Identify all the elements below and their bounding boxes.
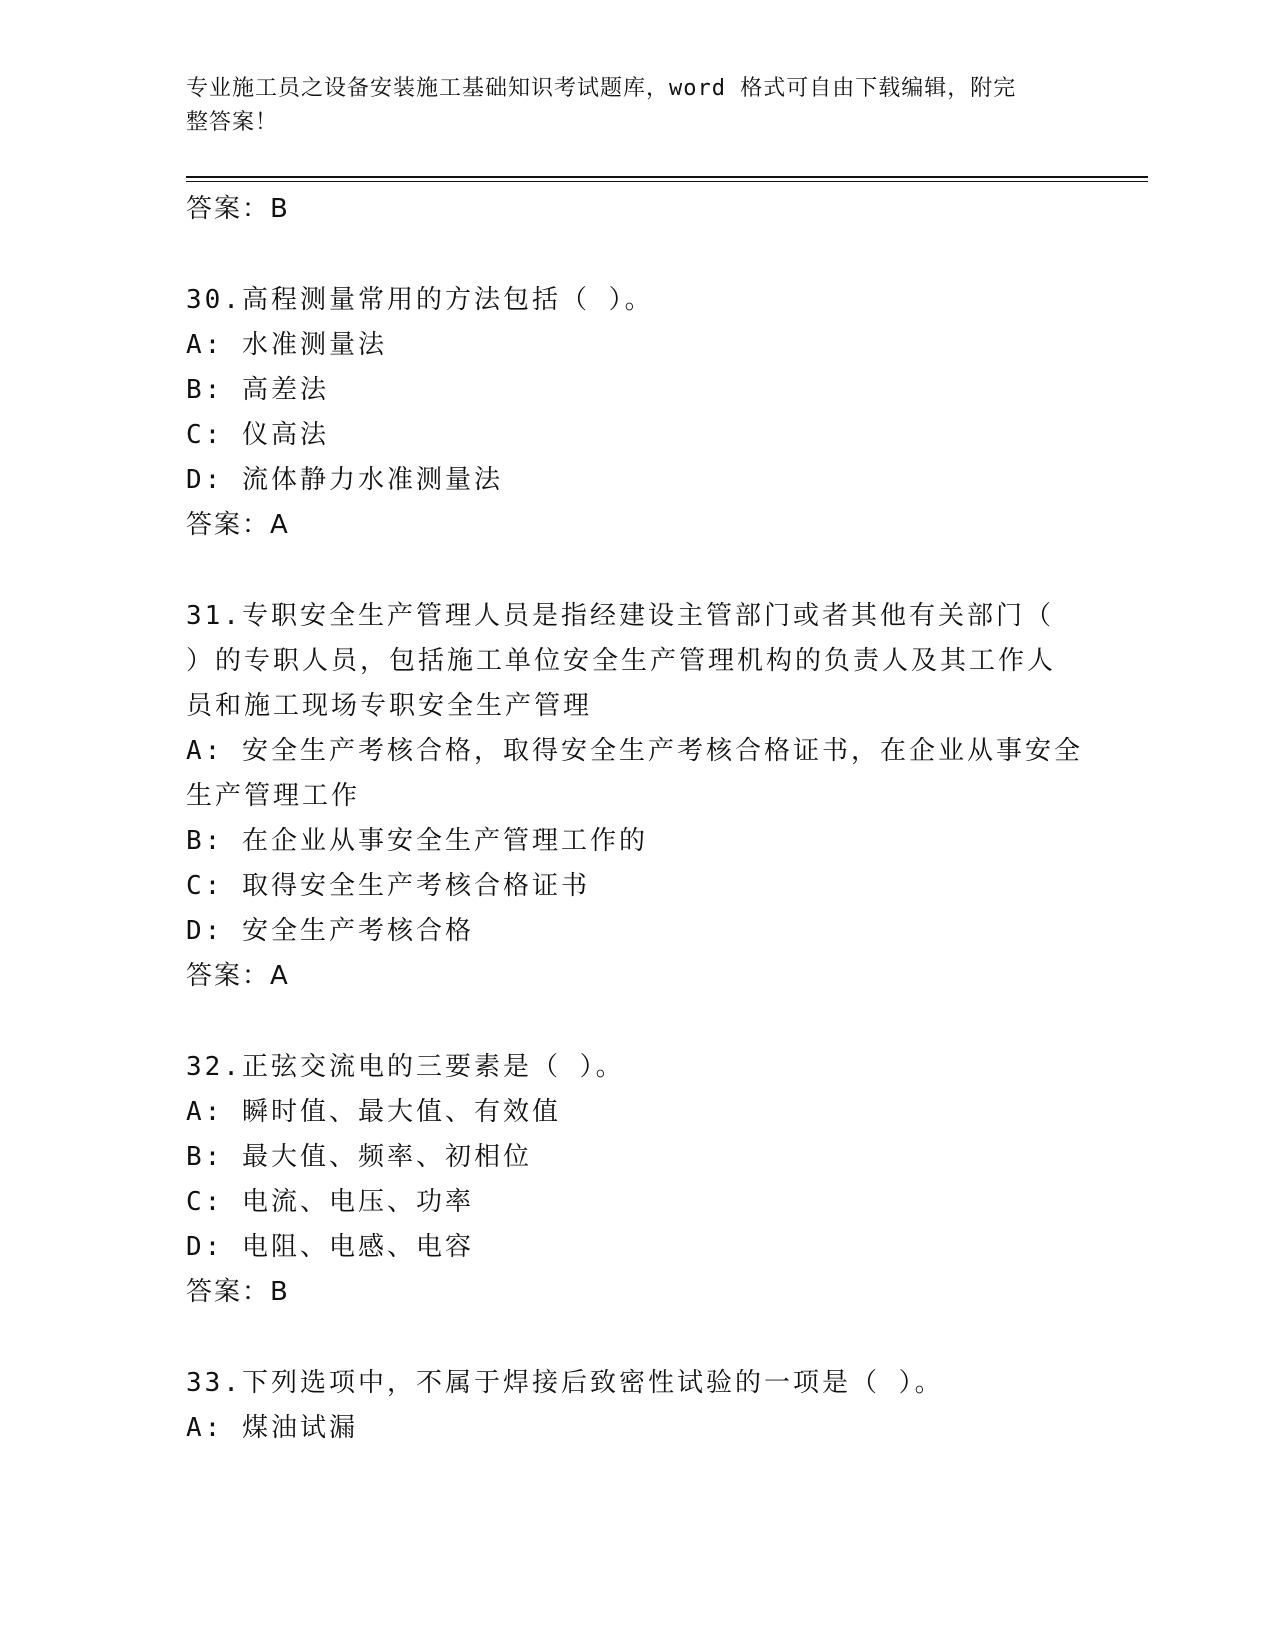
- page-header: [186, 72, 1066, 140]
- option-text: 生产管理工作: [186, 781, 361, 811]
- header-rule-thin: [186, 181, 1148, 182]
- option-text: B: 高差法: [186, 375, 329, 405]
- answer-line: 答案：A: [186, 510, 290, 540]
- option-text: D: 电阻、电感、电容: [186, 1232, 474, 1262]
- option-text: B: 最大值、频率、初相位: [186, 1142, 532, 1172]
- header-rule: [186, 176, 1148, 178]
- option-text: C: 电流、电压、功率: [186, 1187, 474, 1217]
- question-text: 31.专职安全生产管理人员是指经建设主管部门或者其他有关部门（: [186, 601, 1054, 631]
- answer-line: 答案：B: [186, 1277, 290, 1307]
- question-gap: [186, 999, 1086, 1045]
- question-text: 30.高程测量常用的方法包括（ ）。: [186, 285, 654, 315]
- option-text: A: 煤油试漏: [186, 1413, 358, 1443]
- option-text: A: 瞬时值、最大值、有效值: [186, 1097, 561, 1127]
- option-text: C: 取得安全生产考核合格证书: [186, 871, 590, 901]
- question-text: 员和施工现场专职安全生产管理: [186, 691, 593, 721]
- answer-line: 答案：B: [186, 194, 290, 224]
- answer-line: 答案：A: [186, 961, 290, 991]
- question-gap: [186, 1315, 1086, 1361]
- question-block: [186, 278, 1086, 548]
- question-text: 33.下列选项中，不属于焊接后致密性试验的一项是（ ）。: [186, 1368, 944, 1398]
- question-list: [186, 187, 1086, 1451]
- header-line-1: 专业施工员之设备安装施工基础知识考试题库，word 格式可自由下载编辑，附完: [186, 76, 1017, 101]
- question-gap: [186, 548, 1086, 594]
- question-block: [186, 1045, 1086, 1315]
- option-text: D: 流体静力水准测量法: [186, 465, 503, 495]
- question-block: [186, 594, 1086, 999]
- question-block: [186, 1361, 1086, 1451]
- option-text: B: 在企业从事安全生产管理工作的: [186, 826, 648, 856]
- question-text: ）的专职人员，包括施工单位安全生产管理机构的负责人及其工作人: [186, 646, 1057, 676]
- option-text: A: 安全生产考核合格，取得安全生产考核合格证书，在企业从事安全: [186, 736, 1083, 766]
- option-text: A: 水准测量法: [186, 330, 387, 360]
- question-text: 32.正弦交流电的三要素是（ ）。: [186, 1052, 625, 1082]
- question-gap: [186, 232, 1086, 278]
- option-text: C: 仪高法: [186, 420, 329, 450]
- header-line-2: 整答案！: [186, 110, 279, 135]
- option-text: D: 安全生产考核合格: [186, 916, 474, 946]
